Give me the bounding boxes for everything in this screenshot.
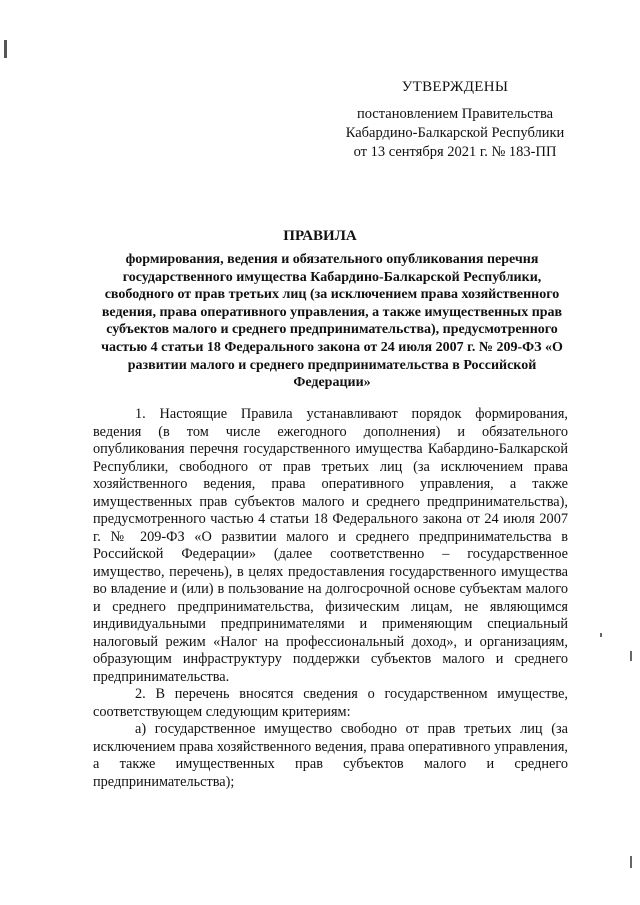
scan-artifact — [600, 633, 602, 637]
document-subtitle: формирования, ведения и обязательного опубликования перечня государственного имущества Кабардино-Балкарской Республики, свободного от прав третьих лиц (за исключением права хозяйственного ведения, права оперативного управления, а также имущественных прав субъектов малого и среднего предпринимательства), предусмотренного частью 4 статьи 18 Федерального закона от 24 июля 2007 г. № 209-ФЗ «О развитии малого и среднего предпринимательства в Российской Федерации» — [101, 252, 563, 391]
approval-line: Кабардино-Балкарской Республики — [345, 125, 565, 141]
document-title: ПРАВИЛА — [283, 228, 357, 244]
paragraph: 1. Настоящие Правила устанавливают порядок формирования, ведения (в том числе ежегодного дополнения) и обязательного опубликования перечня государственного имущества Кабардино-Балкарской Республики, свободного от прав третьих лиц (за исключением права хозяйственного ведения, права оперативного управления, а также имущественных прав субъектов малого и среднего предпринимательства), предусмотренного частью 4 статьи 18 Федерального закона от 24 июля 2007 г. № 209-ФЗ «О развитии малого и среднего предпринимательства в Российской Федерации» (далее соответственно – государственное имущество, перечень), в целях предоставления государственного имущества во владение и (или) в пользование на долгосрочной основе субъектам малого и среднего предпринимательства, физическим лицам, не являющимся индивидуальными предпринимателями и применяющим специальный налоговый режим «Налог на профессиональный доход», и организациям, образующим инфраструктуру поддержки субъектов малого и среднего предпринимательства. — [93, 406, 568, 685]
scan-margin-mark — [4, 40, 7, 58]
approval-block — [330, 78, 580, 162]
scan-artifact — [630, 856, 632, 868]
scan-artifact — [630, 651, 632, 661]
paragraph: а) государственное имущество свободно от прав третьих лиц (за исключением права хозяйственного ведения, права оперативного управления, а также имущественных прав субъектов малого и среднего предпринимательства); — [93, 721, 568, 790]
approval-line: от 13 сентября 2021 г. № 183-ПП — [353, 144, 557, 160]
approval-heading: УТВЕРЖДЕНЫ — [401, 79, 509, 95]
approval-line: постановлением Правительства — [356, 106, 554, 122]
document-body — [93, 406, 568, 791]
paragraph: 2. В перечень вносятся сведения о государственном имуществе, соответствующем следующим критериям: — [93, 686, 568, 720]
